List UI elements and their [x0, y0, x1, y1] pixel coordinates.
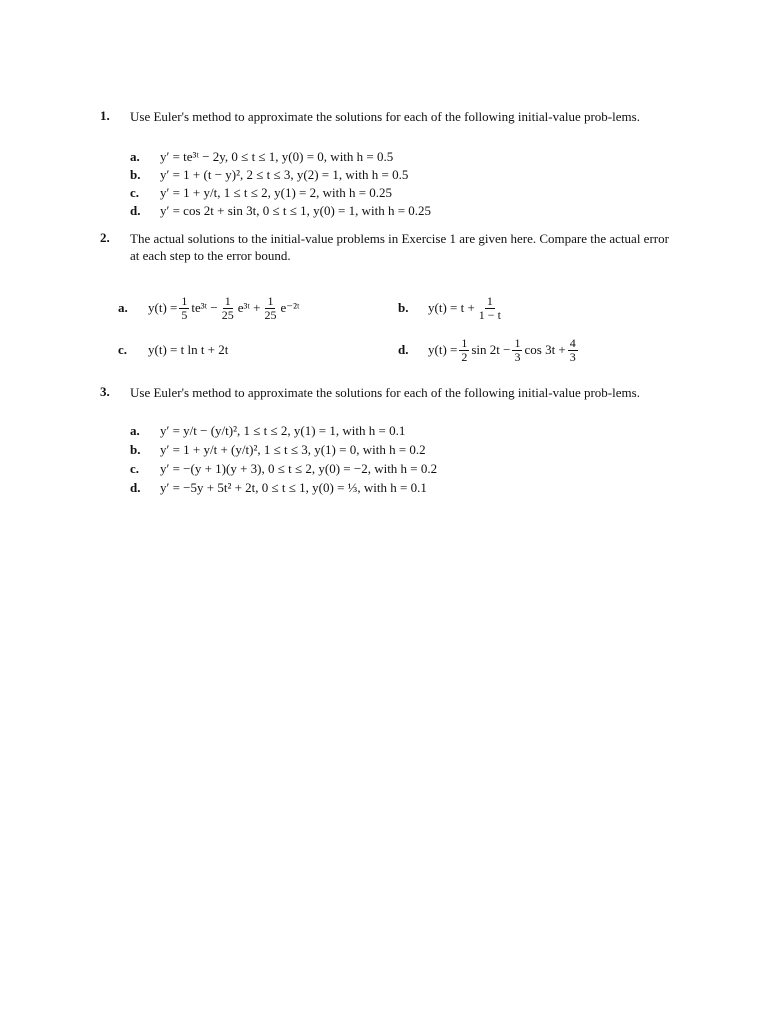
fraction	[179, 295, 189, 322]
exercise-text: Use Euler's method to approximate the solutions for each of the following initial-value prob-lems.	[130, 109, 640, 124]
exercise-part	[130, 166, 408, 184]
part-equation: y′ = −5y + 5t² + 2t, 0 ≤ t ≤ 1, y(0) = ⅓, with h = 0.1	[160, 480, 427, 495]
numerator: 1	[224, 293, 231, 308]
denominator: 5	[181, 307, 188, 322]
fraction	[220, 295, 236, 322]
numerator: 1	[181, 293, 188, 308]
fraction	[568, 337, 578, 364]
solution-a	[118, 286, 300, 330]
numerator: 1	[461, 335, 468, 350]
fraction	[512, 337, 522, 364]
fraction	[262, 295, 278, 322]
exercise-3	[100, 384, 680, 504]
solution-label: c.	[118, 342, 128, 357]
exercise-part	[130, 460, 437, 478]
part-equation: y′ = 1 + (t − y)², 2 ≤ t ≤ 3, y(2) = 1, with h = 0.5	[160, 167, 409, 182]
part-label: b.	[130, 442, 141, 457]
denominator: 25	[264, 307, 277, 322]
denominator: 1 − t	[478, 307, 501, 322]
formula-term: e³ᵗ +	[237, 300, 261, 315]
solution-formula	[428, 337, 580, 364]
exercise-1	[100, 108, 680, 228]
solution-label: b.	[398, 300, 409, 315]
part-equation: y′ = cos 2t + sin 3t, 0 ≤ t ≤ 1, y(0) = 1, with h = 0.25	[160, 203, 432, 218]
solution-b	[398, 286, 505, 330]
denominator: 3	[514, 349, 521, 364]
part-equation: y′ = y/t − (y/t)², 1 ≤ t ≤ 2, y(1) = 1, with h = 0.1	[160, 423, 406, 438]
exercise-number: 3.	[100, 384, 110, 399]
part-label: c.	[130, 461, 140, 476]
exercise-number: 2.	[100, 230, 110, 245]
exercise-part	[130, 441, 426, 459]
denominator: 3	[569, 349, 576, 364]
numerator: 1	[486, 293, 493, 308]
formula-term: cos 3t +	[524, 342, 566, 357]
exercise-part	[130, 184, 392, 202]
part-equation: y′ = te³ᵗ − 2y, 0 ≤ t ≤ 1, y(0) = 0, with h = 0.5	[160, 149, 394, 164]
formula-lhs: y(t) =	[148, 300, 178, 315]
formula-term: e⁻²ᵗ	[280, 300, 300, 315]
denominator: 2	[461, 349, 468, 364]
formula-lhs: y(t) = t +	[428, 300, 475, 315]
solution-formula	[148, 295, 300, 322]
exercise-part	[130, 148, 393, 166]
solution-formula: y(t) = t ln t + 2t	[148, 342, 229, 357]
part-equation: y′ = −(y + 1)(y + 3), 0 ≤ t ≤ 2, y(0) = −2, with h = 0.2	[160, 461, 438, 476]
exercise-part	[130, 202, 431, 220]
part-equation: y′ = 1 + y/t, 1 ≤ t ≤ 2, y(1) = 2, with h = 0.25	[160, 185, 393, 200]
exercise-part	[130, 479, 427, 497]
formula-lhs: y(t) =	[428, 342, 458, 357]
solution-label: d.	[398, 342, 409, 357]
solution-formula	[428, 295, 505, 322]
exercise-part	[130, 422, 405, 440]
exercise-2	[100, 230, 680, 375]
part-label: b.	[130, 167, 141, 182]
solution-d	[398, 328, 580, 372]
fraction	[477, 295, 503, 322]
denominator: 25	[221, 307, 234, 322]
formula-term: te³ᵗ −	[191, 300, 218, 315]
fraction	[459, 337, 469, 364]
part-label: d.	[130, 203, 141, 218]
part-label: c.	[130, 185, 140, 200]
numerator: 1	[267, 293, 274, 308]
part-label: a.	[130, 423, 140, 438]
exercise-text: Use Euler's method to approximate the solutions for each of the following initial-value prob-lems.	[130, 385, 640, 400]
exercise-number: 1.	[100, 108, 110, 123]
part-label: d.	[130, 480, 141, 495]
exercise-text: The actual solutions to the initial-value problems in Exercise 1 are given here. Compare the actual error at each step to the error bound.	[130, 231, 669, 263]
part-label: a.	[130, 149, 140, 164]
numerator: 1	[514, 335, 521, 350]
formula-term: sin 2t −	[471, 342, 511, 357]
solution-label: a.	[118, 300, 128, 315]
numerator: 4	[569, 335, 576, 350]
solution-c	[118, 328, 228, 372]
part-equation: y′ = 1 + y/t + (y/t)², 1 ≤ t ≤ 3, y(1) = 0, with h = 0.2	[160, 442, 426, 457]
